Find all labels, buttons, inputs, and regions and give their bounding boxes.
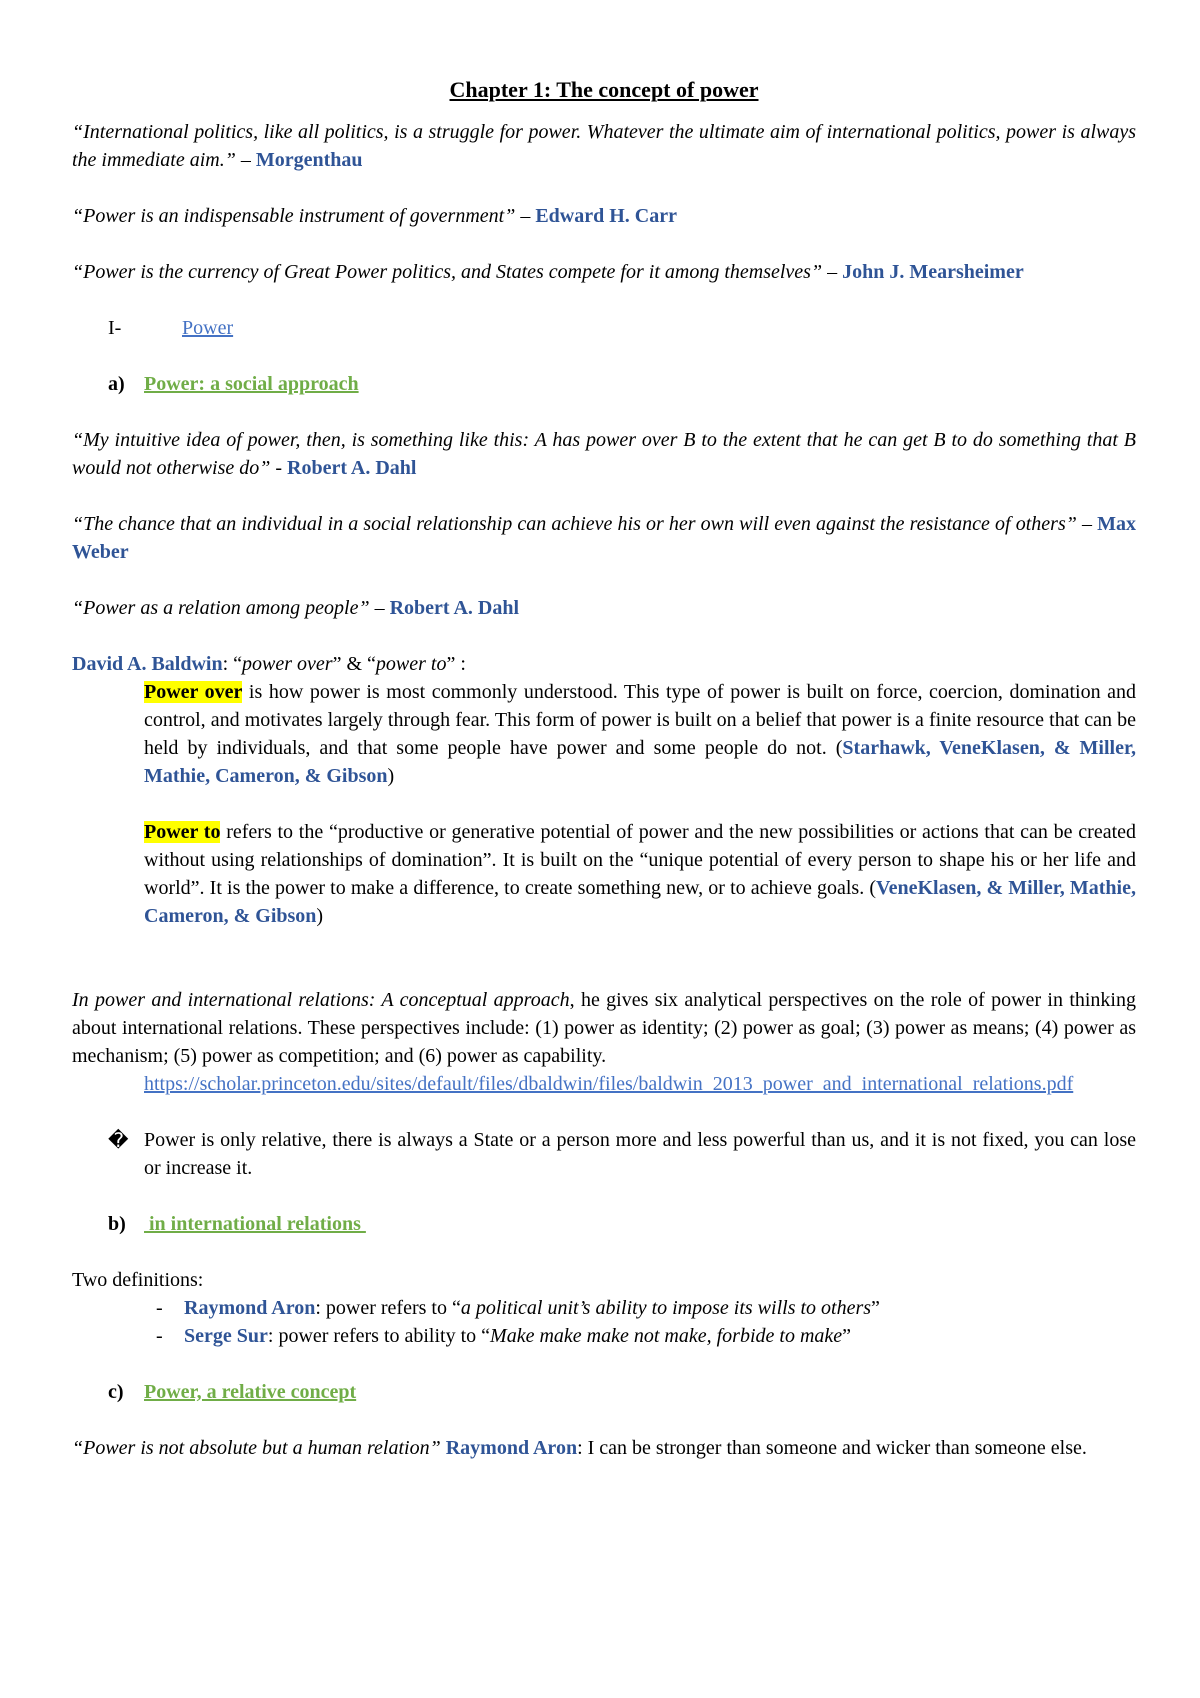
quote-dahl-1: [72, 426, 1136, 482]
quote-text: “Power as a relation among people” –: [72, 597, 390, 619]
baldwin-term-1: power over: [242, 653, 333, 675]
definition-sur: [156, 1322, 1136, 1350]
final-text: : I can be stronger than someone and wicker than someone else.: [577, 1437, 1087, 1459]
subsection-heading-a: [72, 370, 1136, 398]
bullet-power-to: [108, 818, 1136, 930]
quote-morgenthau: [72, 118, 1136, 174]
baldwin-term-2: power to: [375, 653, 447, 675]
quote-author: Morgenthau: [255, 149, 363, 171]
definition-quote: Make make make not make, forbide to make: [490, 1325, 843, 1347]
citation: Starhawk, VeneKlasen, & Miller, Mathie, Cameron, & Gibson: [144, 737, 1136, 787]
final-paragraph: [72, 1434, 1136, 1462]
document-content: [72, 76, 1136, 1462]
perspectives-paragraph: [72, 986, 1136, 1070]
subsection-heading-c: [72, 1378, 1136, 1406]
subsection-heading-b: [72, 1210, 1136, 1238]
quote-author: Max Weber: [72, 513, 1136, 563]
quote-mearsheimer: [72, 258, 1136, 286]
definition-text: [184, 1294, 880, 1322]
baldwin-intro: [72, 650, 1136, 678]
definition-post: ”: [842, 1325, 852, 1347]
section-heading-power: [72, 314, 1136, 342]
quote-dahl-2: [72, 594, 1136, 622]
subsection-label[interactable]: Power, a relative concept: [144, 1381, 357, 1403]
quote-author: Robert A. Dahl: [389, 597, 520, 619]
quote-weber: [72, 510, 1136, 566]
bullet-relative: [108, 1126, 1136, 1182]
bullet-body: is how power is most commonly understood. This type of power is built on force, coercion, domination and control, and motivates largely through fear. This form of power is built on a belief that power is a finite resource that can be held by individuals, and that some people have power and some people do not. (: [144, 681, 1137, 759]
definition-pre: : power refers to “: [315, 1297, 461, 1319]
definitions-intro: Two definitions:: [72, 1269, 204, 1291]
definition-quote: a political unit’s ability to impose its wills to others: [460, 1297, 872, 1319]
quote-text: “Power is an indispensable instrument of government” –: [72, 205, 536, 227]
baldwin-name: David A. Baldwin: [72, 653, 223, 675]
section-numeral: I-: [108, 317, 122, 339]
baldwin-sep: ” :: [446, 653, 466, 675]
subsection-letter: a): [108, 373, 125, 395]
definition-author: Raymond Aron: [184, 1297, 316, 1319]
bullet-body: refers to the “productive or generative potential of power and the new possibilities or actions that can be created without using relationships of domination”. It is built on the “unique potential of every person to shape his or her life and world”. It is the power to make a difference, to create something new, or to achieve goals. (: [144, 821, 1137, 899]
dash-marker: -: [156, 1325, 163, 1347]
quote-author: John J. Mearsheimer: [842, 261, 1024, 283]
bullet-icon: �: [108, 1128, 129, 1152]
bullet-text: [144, 818, 1136, 930]
citation: VeneKlasen, & Miller, Mathie, Cameron, & Gibson: [144, 877, 1136, 927]
highlight-term: Power to: [144, 821, 221, 843]
bullet-power-over: [108, 678, 1136, 790]
subsection-letter: c): [108, 1381, 124, 1403]
subsection-label[interactable]: in international relations: [144, 1213, 366, 1235]
perspectives-text: , he gives six analytical perspectives on the role of power in thinking about international relations. These perspectives include: (1) power as identity; (2) power as goal; (3) power as means; (4) power as mechanism; (5) power as competition; and (6) power as capability.: [72, 989, 1136, 1067]
definition-author: Serge Sur: [184, 1325, 268, 1347]
baldwin-sep: : “: [222, 653, 243, 675]
quote-author: Edward H. Carr: [535, 205, 677, 227]
subsection-label[interactable]: Power: a social approach: [144, 373, 359, 395]
baldwin-pdf-link[interactable]: https://scholar.princeton.edu/sites/default/files/dbaldwin/files/baldwin_2013_power_and_international_relations.pdf: [144, 1073, 1074, 1095]
quote-text: “International politics, like all politics, is a struggle for power. Whatever the ultimate aim of international politics, power is always the immediate aim.” –: [72, 121, 1136, 171]
final-author: Raymond Aron: [445, 1437, 578, 1459]
definition-aron: [156, 1294, 1136, 1322]
dash-marker: -: [156, 1297, 163, 1319]
definition-pre: : power refers to ability to “: [267, 1325, 491, 1347]
quote-text: “Power is the currency of Great Power politics, and States compete for it among themselves” –: [72, 261, 843, 283]
bullet-text: [144, 1070, 1136, 1098]
quote-text: “My intuitive idea of power, then, is something like this: A has power over B to the extent that he can get B to do something that B would not otherwise do” -: [72, 429, 1136, 479]
highlight-term: Power over: [144, 681, 243, 703]
section-link-power[interactable]: Power: [182, 317, 234, 339]
quote-text: “The chance that an individual in a social relationship can achieve his or her own will even against the resistance of others” –: [72, 513, 1098, 535]
page-title: Chapter 1: The concept of power: [449, 77, 759, 102]
bullet-link: [108, 1070, 1136, 1098]
quote-author: Robert A. Dahl: [287, 457, 417, 479]
book-title: In power and international relations: A conceptual approach: [72, 989, 570, 1011]
definition-text: [184, 1322, 851, 1350]
bullet-end: ): [316, 905, 324, 927]
bullet-text: [144, 678, 1136, 790]
baldwin-sep: ” & “: [332, 653, 376, 675]
definition-post: ”: [871, 1297, 880, 1319]
final-quote: “Power is not absolute but a human relation”: [72, 1437, 441, 1459]
quote-carr: [72, 202, 1136, 230]
bullet-text: Power is only relative, there is always a State or a person more and less powerful than us, and it is not fixed, you can lose or increase it.: [144, 1129, 1136, 1179]
subsection-letter: b): [108, 1213, 126, 1235]
bullet-end: ): [387, 765, 395, 787]
